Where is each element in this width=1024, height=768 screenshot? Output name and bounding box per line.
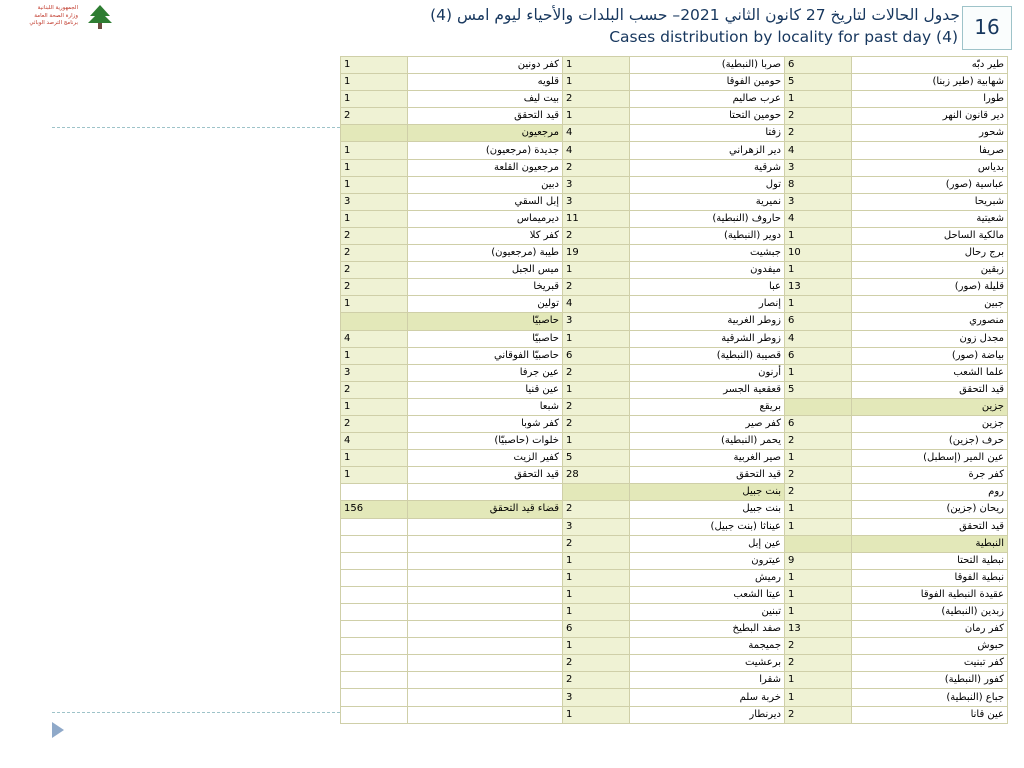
table-row xyxy=(341,296,1008,313)
table-row xyxy=(341,279,1008,296)
ministry-logo xyxy=(6,2,116,32)
locality-cell: إبل السقي xyxy=(408,193,563,210)
locality-cell: بدياس xyxy=(852,159,1008,176)
case-count-cell xyxy=(341,689,408,706)
locality-cell: زبقين xyxy=(852,262,1008,279)
case-count-cell: 2 xyxy=(563,415,630,432)
case-count-cell: 9 xyxy=(785,552,852,569)
locality-cell xyxy=(408,586,563,603)
table-row xyxy=(341,245,1008,262)
table-row xyxy=(341,433,1008,450)
dashed-divider xyxy=(52,712,340,713)
locality-cell: حبوش xyxy=(852,638,1008,655)
locality-cell: زوطر الشرقية xyxy=(630,330,785,347)
case-count-cell: 1 xyxy=(785,364,852,381)
case-count-cell: 1 xyxy=(563,552,630,569)
case-count-cell: 2 xyxy=(785,125,852,142)
locality-cell: عين إبل xyxy=(630,535,785,552)
case-count-cell: 2 xyxy=(341,415,408,432)
locality-cell: دير قانون النهر xyxy=(852,108,1008,125)
case-count-cell: 156 xyxy=(341,501,408,518)
locality-cell: صير الغربية xyxy=(630,450,785,467)
locality-cell: بيت ليف xyxy=(408,91,563,108)
table-row xyxy=(341,91,1008,108)
case-count-cell: 1 xyxy=(341,296,408,313)
case-count-cell: 4 xyxy=(563,296,630,313)
locality-cell: عباسية (صور) xyxy=(852,176,1008,193)
case-count-cell: 2 xyxy=(341,245,408,262)
case-count-cell: 3 xyxy=(563,193,630,210)
case-count-cell: 19 xyxy=(563,245,630,262)
table-row xyxy=(341,604,1008,621)
case-count-cell: 5 xyxy=(785,74,852,91)
case-count-cell: 1 xyxy=(563,57,630,74)
case-count-cell: 3 xyxy=(785,193,852,210)
case-count-cell: 2 xyxy=(341,262,408,279)
case-count-cell: 2 xyxy=(785,706,852,723)
locality-cell: عين المير (إسطبل) xyxy=(852,450,1008,467)
locality-cell: جبين xyxy=(852,296,1008,313)
locality-cell: زوطر الغربية xyxy=(630,313,785,330)
locality-cell: شحور xyxy=(852,125,1008,142)
case-count-cell: 2 xyxy=(563,672,630,689)
case-count-cell xyxy=(785,398,852,415)
locality-cell: عين قانا xyxy=(852,706,1008,723)
district-header-cell: قضاء قيد التحقق xyxy=(408,501,563,518)
table-row xyxy=(341,313,1008,330)
table-row xyxy=(341,262,1008,279)
table-row xyxy=(341,655,1008,672)
case-count-cell: 1 xyxy=(341,347,408,364)
case-count-cell: 4 xyxy=(563,142,630,159)
case-count-cell: 1 xyxy=(785,450,852,467)
locality-cell: قيد التحقق xyxy=(852,381,1008,398)
locality-cell xyxy=(408,552,563,569)
case-count-cell: 3 xyxy=(563,313,630,330)
locality-cell: كفر صير xyxy=(630,415,785,432)
table-row xyxy=(341,638,1008,655)
table-row xyxy=(341,176,1008,193)
locality-cell: قيد التحقق xyxy=(408,467,563,484)
cedar-tree-icon xyxy=(86,4,114,30)
locality-cell xyxy=(408,689,563,706)
locality-cell: مجدل زون xyxy=(852,330,1008,347)
locality-cell: بنت جبيل xyxy=(630,501,785,518)
locality-cell: حاصبيّا xyxy=(408,330,563,347)
logo-line: الجمهورية اللبنانية xyxy=(37,5,78,11)
locality-cell: دوير (النبطية) xyxy=(630,227,785,244)
case-count-cell: 1 xyxy=(563,108,630,125)
case-count-cell: 4 xyxy=(785,330,852,347)
case-count-cell: 5 xyxy=(563,450,630,467)
case-count-cell: 1 xyxy=(341,210,408,227)
locality-cell xyxy=(408,484,563,501)
case-count-cell: 1 xyxy=(785,91,852,108)
page-number-box xyxy=(962,6,1012,50)
case-count-cell: 1 xyxy=(563,569,630,586)
locality-cell: شعيتية xyxy=(852,210,1008,227)
locality-cell: صريفا xyxy=(852,142,1008,159)
case-count-cell: 1 xyxy=(563,381,630,398)
case-count-cell: 1 xyxy=(341,159,408,176)
locality-cell: شرقية xyxy=(630,159,785,176)
case-count-cell xyxy=(341,638,408,655)
table-row xyxy=(341,569,1008,586)
case-count-cell: 2 xyxy=(563,91,630,108)
locality-cell: إنصار xyxy=(630,296,785,313)
case-count-cell: 1 xyxy=(785,501,852,518)
table-row xyxy=(341,415,1008,432)
case-count-cell: 8 xyxy=(785,176,852,193)
case-count-cell: 2 xyxy=(563,279,630,296)
case-count-cell xyxy=(341,621,408,638)
table-row xyxy=(341,159,1008,176)
table-row xyxy=(341,706,1008,723)
locality-cell: قليلة (صور) xyxy=(852,279,1008,296)
case-count-cell xyxy=(341,655,408,672)
locality-cell: روم xyxy=(852,484,1008,501)
case-count-cell: 3 xyxy=(563,176,630,193)
table-row xyxy=(341,381,1008,398)
locality-cell: دبين xyxy=(408,176,563,193)
locality-cell: حومين الفوقا xyxy=(630,74,785,91)
case-count-cell: 11 xyxy=(563,210,630,227)
case-count-cell: 2 xyxy=(563,227,630,244)
locality-cell: مالكية الساحل xyxy=(852,227,1008,244)
locality-cell: عرب صاليم xyxy=(630,91,785,108)
locality-cell: يحمر (النبطية) xyxy=(630,433,785,450)
case-count-cell: 2 xyxy=(785,484,852,501)
case-count-cell: 28 xyxy=(563,467,630,484)
locality-cell: ميس الجبل xyxy=(408,262,563,279)
locality-cell: كفير الزيت xyxy=(408,450,563,467)
locality-cell: جباع (النبطية) xyxy=(852,689,1008,706)
case-count-cell: 3 xyxy=(563,518,630,535)
locality-cell xyxy=(408,672,563,689)
case-count-cell: 6 xyxy=(785,347,852,364)
case-count-cell: 4 xyxy=(785,142,852,159)
logo-text xyxy=(12,5,78,28)
table-row xyxy=(341,210,1008,227)
case-count-cell: 1 xyxy=(341,450,408,467)
case-count-cell: 1 xyxy=(341,74,408,91)
case-count-cell: 3 xyxy=(785,159,852,176)
case-count-cell: 3 xyxy=(341,364,408,381)
logo-line: وزارة الصحة العامة xyxy=(34,12,78,19)
case-count-cell: 2 xyxy=(563,501,630,518)
locality-cell: حاروف (النبطية) xyxy=(630,210,785,227)
table-row xyxy=(341,330,1008,347)
locality-cell: شقرا xyxy=(630,672,785,689)
case-count-cell: 5 xyxy=(785,381,852,398)
locality-cell: قيد التحقق xyxy=(408,108,563,125)
table-row xyxy=(341,450,1008,467)
case-count-cell: 6 xyxy=(563,621,630,638)
locality-cell: عبا xyxy=(630,279,785,296)
case-count-cell: 6 xyxy=(563,347,630,364)
case-count-cell: 1 xyxy=(785,296,852,313)
district-header-cell: جزين xyxy=(852,398,1008,415)
case-count-cell: 1 xyxy=(785,672,852,689)
case-count-cell: 2 xyxy=(341,279,408,296)
locality-cell: حومين التحتا xyxy=(630,108,785,125)
locality-cell: كفر تبنيت xyxy=(852,655,1008,672)
case-count-cell: 1 xyxy=(563,330,630,347)
locality-cell: نبطية الفوقا xyxy=(852,569,1008,586)
district-header-cell: حاصبيّا xyxy=(408,313,563,330)
district-header-cell: النبطية xyxy=(852,535,1008,552)
case-count-cell: 4 xyxy=(341,330,408,347)
case-count-cell: 10 xyxy=(785,245,852,262)
case-count-cell: 2 xyxy=(563,398,630,415)
play-icon[interactable] xyxy=(52,722,64,738)
locality-cell: طير دبّه xyxy=(852,57,1008,74)
locality-cell: تولين xyxy=(408,296,563,313)
case-count-cell: 2 xyxy=(785,467,852,484)
locality-cell: قعقعية الجسر xyxy=(630,381,785,398)
case-count-cell: 1 xyxy=(563,74,630,91)
case-count-cell xyxy=(341,535,408,552)
locality-cell: عيترون xyxy=(630,552,785,569)
case-count-cell xyxy=(341,672,408,689)
case-count-cell: 2 xyxy=(563,535,630,552)
locality-cell: حاصبيّا الفوقاني xyxy=(408,347,563,364)
case-count-cell: 1 xyxy=(785,518,852,535)
table-row xyxy=(341,672,1008,689)
locality-cell xyxy=(408,535,563,552)
locality-cell: كفر جرة xyxy=(852,467,1008,484)
locality-cell: جزين xyxy=(852,415,1008,432)
case-count-cell: 1 xyxy=(341,176,408,193)
locality-cell: نبطية التحتا xyxy=(852,552,1008,569)
locality-cell: شبريحا xyxy=(852,193,1008,210)
table-row xyxy=(341,142,1008,159)
case-count-cell xyxy=(341,125,408,142)
case-count-cell xyxy=(341,706,408,723)
locality-cell: كفر دونين xyxy=(408,57,563,74)
case-count-cell: 1 xyxy=(785,604,852,621)
case-count-cell: 4 xyxy=(563,125,630,142)
locality-cell: كفور (النبطية) xyxy=(852,672,1008,689)
case-count-cell: 2 xyxy=(785,108,852,125)
case-count-cell xyxy=(341,484,408,501)
case-count-cell: 2 xyxy=(563,364,630,381)
case-count-cell: 1 xyxy=(341,467,408,484)
table-row xyxy=(341,621,1008,638)
case-count-cell xyxy=(341,569,408,586)
table-row xyxy=(341,535,1008,552)
case-count-cell: 2 xyxy=(785,655,852,672)
locality-cell: جميجمة xyxy=(630,638,785,655)
locality-cell: طيبة (مرجعيون) xyxy=(408,245,563,262)
locality-cell: تبنين xyxy=(630,604,785,621)
locality-cell: دير الزهراني xyxy=(630,142,785,159)
case-count-cell: 1 xyxy=(785,569,852,586)
locality-cell: صفد البطيخ xyxy=(630,621,785,638)
case-count-cell: 2 xyxy=(785,638,852,655)
case-count-cell: 1 xyxy=(563,586,630,603)
district-header-cell: بنت جبيل xyxy=(630,484,785,501)
table-row xyxy=(341,484,1008,501)
locality-cell: بياضة (صور) xyxy=(852,347,1008,364)
case-count-cell: 1 xyxy=(341,57,408,74)
case-count-cell: 2 xyxy=(341,108,408,125)
case-count-cell: 1 xyxy=(341,91,408,108)
locality-cell: جبشيت xyxy=(630,245,785,262)
case-count-cell: 1 xyxy=(785,262,852,279)
locality-cell: قبريخا xyxy=(408,279,563,296)
case-count-cell: 2 xyxy=(341,381,408,398)
locality-cell: برج رحال xyxy=(852,245,1008,262)
case-count-cell: 1 xyxy=(785,586,852,603)
locality-cell: كفر رمان xyxy=(852,621,1008,638)
table-row xyxy=(341,689,1008,706)
locality-cell: ريحان (جزين) xyxy=(852,501,1008,518)
locality-cell: ديرميماس xyxy=(408,210,563,227)
locality-cell: كفر كلا xyxy=(408,227,563,244)
case-count-cell: 4 xyxy=(785,210,852,227)
locality-cell: حرف (جزين) xyxy=(852,433,1008,450)
locality-cell: نميرية xyxy=(630,193,785,210)
locality-cell: جديدة (مرجعيون) xyxy=(408,142,563,159)
locality-cell xyxy=(408,604,563,621)
case-count-cell: 3 xyxy=(341,193,408,210)
locality-cell: قيد التحقق xyxy=(630,467,785,484)
case-count-cell: 1 xyxy=(785,689,852,706)
case-count-cell xyxy=(341,313,408,330)
locality-cell: عقيدة النبطية الفوقا xyxy=(852,586,1008,603)
table-row xyxy=(341,193,1008,210)
locality-cell: مرجعيون القلعة xyxy=(408,159,563,176)
page-number: 16 xyxy=(974,15,1000,39)
table-row xyxy=(341,518,1008,535)
table-row xyxy=(341,552,1008,569)
locality-cell xyxy=(408,638,563,655)
locality-cell: قيد التحقق xyxy=(852,518,1008,535)
district-header-cell: مرجعيون xyxy=(408,125,563,142)
case-count-cell: 2 xyxy=(785,433,852,450)
case-count-cell: 2 xyxy=(341,227,408,244)
case-count-cell: 1 xyxy=(785,227,852,244)
locality-cell xyxy=(408,655,563,672)
case-count-cell: 4 xyxy=(341,433,408,450)
locality-cell: برعشيت xyxy=(630,655,785,672)
locality-cell: ميفدون xyxy=(630,262,785,279)
case-count-cell: 1 xyxy=(341,142,408,159)
case-count-cell xyxy=(341,586,408,603)
case-count-cell xyxy=(341,604,408,621)
case-count-cell: 3 xyxy=(563,689,630,706)
locality-cell: علما الشعب xyxy=(852,364,1008,381)
locality-cell: شبعا xyxy=(408,398,563,415)
case-count-cell: 1 xyxy=(563,604,630,621)
case-count-cell: 6 xyxy=(785,57,852,74)
locality-cell: رميش xyxy=(630,569,785,586)
title-arabic: جدول الحالات لتاريخ 27 كانون الثاني 2021– حسب البلدات والأحياء ليوم امس (4) xyxy=(430,6,960,24)
locality-cell: أرنون xyxy=(630,364,785,381)
case-count-cell: 1 xyxy=(563,706,630,723)
table-row xyxy=(341,227,1008,244)
table-row xyxy=(341,398,1008,415)
locality-cell: خربة سلم xyxy=(630,689,785,706)
locality-cell xyxy=(408,706,563,723)
table-row xyxy=(341,74,1008,91)
case-count-cell: 2 xyxy=(563,159,630,176)
locality-cell: زبدين (النبطية) xyxy=(852,604,1008,621)
locality-cell: عيتا الشعب xyxy=(630,586,785,603)
case-count-cell xyxy=(341,518,408,535)
table-row xyxy=(341,364,1008,381)
case-count-cell: 13 xyxy=(785,279,852,296)
table-row xyxy=(341,347,1008,364)
case-count-cell: 1 xyxy=(563,433,630,450)
table-row xyxy=(341,108,1008,125)
case-count-cell: 1 xyxy=(563,262,630,279)
locality-cell: عين قنيا xyxy=(408,381,563,398)
cases-table xyxy=(340,56,1008,724)
table-row xyxy=(341,57,1008,74)
case-count-cell: 2 xyxy=(563,655,630,672)
case-count-cell: 6 xyxy=(785,415,852,432)
table-row xyxy=(341,467,1008,484)
case-count-cell xyxy=(341,552,408,569)
table-row xyxy=(341,586,1008,603)
locality-cell: قصيبة (النبطية) xyxy=(630,347,785,364)
locality-cell xyxy=(408,621,563,638)
case-count-cell xyxy=(563,484,630,501)
locality-cell: صربا (النبطية) xyxy=(630,57,785,74)
locality-cell: زفتا xyxy=(630,125,785,142)
locality-cell: طورا xyxy=(852,91,1008,108)
locality-cell: شهابية (طير زبنا) xyxy=(852,74,1008,91)
locality-cell: ديرنطار xyxy=(630,706,785,723)
locality-cell: منصوري xyxy=(852,313,1008,330)
locality-cell: قلويه xyxy=(408,74,563,91)
case-count-cell: 13 xyxy=(785,621,852,638)
locality-cell: خلوات (حاصبيّا) xyxy=(408,433,563,450)
table-row xyxy=(341,501,1008,518)
case-count-cell: 1 xyxy=(341,398,408,415)
locality-cell: كفر شوبا xyxy=(408,415,563,432)
locality-cell: عين جرفا xyxy=(408,364,563,381)
locality-cell xyxy=(408,569,563,586)
locality-cell: تول xyxy=(630,176,785,193)
locality-cell: بريقع xyxy=(630,398,785,415)
logo-line: برنامج الترصد الوبائي xyxy=(29,20,78,26)
locality-cell xyxy=(408,518,563,535)
table-row xyxy=(341,125,1008,142)
case-count-cell: 6 xyxy=(785,313,852,330)
dashed-divider xyxy=(52,127,340,128)
locality-cell: عيناثا (بنت جبيل) xyxy=(630,518,785,535)
case-count-cell xyxy=(785,535,852,552)
title-english: Cases distribution by locality for past day (4) xyxy=(609,28,958,46)
case-count-cell: 1 xyxy=(563,638,630,655)
